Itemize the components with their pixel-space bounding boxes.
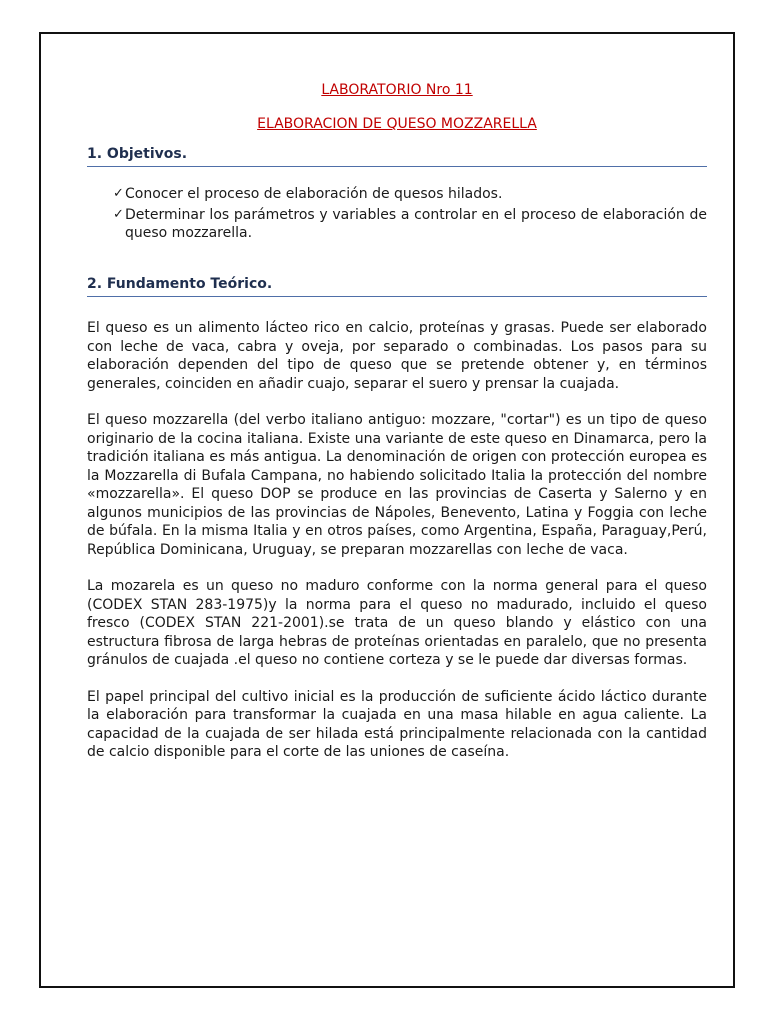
document-title: LABORATORIO Nro 11 [321,82,473,98]
page-frame [39,32,735,988]
section-heading-objetivos: 1. Objetivos. [87,146,707,167]
document-content [87,82,707,762]
objective-text: Conocer el proceso de elaboración de quesos hilados. [125,186,503,202]
check-mark-icon: ✓ [113,207,124,222]
section-heading-fundamento: 2. Fundamento Teórico. [87,276,707,297]
paragraph: El queso mozzarella (del verbo italiano antiguo: mozzare, "cortar") es un tipo de queso originario de la cocina italiana. Existe una variante de este queso en Dinamarca, pero la tradición italiana es más antigua. La denominación de origen con protección europea es la Mozzarella di Bufala Campana, no habiendo solicitado Italia la protección del nombre «mozzarella». El queso DOP se produce en las provincias de Caserta y Salerno y en algunos municipios de las provincias de Nápoles, Benevento, Latina y Foggia con leche de búfala. En la misma Italia y en otros países, como Argentina, España, Paraguay,Perú, República Dominicana, Uruguay, se preparan mozzarellas con leche de vaca. [87,412,707,558]
paragraph: El papel principal del cultivo inicial es la producción de suficiente ácido láctico durante la elaboración para transformar la cuajada en una masa hilable en agua caliente. La capacidad de la cuajada de ser hilada está principalmente relacionada con la cantidad de calcio disponible para el corte de las uniones de caseína. [87,688,707,760]
list-item [113,206,707,242]
objectives-list [87,185,707,242]
objective-text: Determinar los parámetros y variables a controlar en el proceso de elaboración de queso mozzarella. [125,207,707,241]
document-subtitle: ELABORACION DE QUESO MOZZARELLA [257,116,537,132]
paragraph: El queso es un alimento lácteo rico en calcio, proteínas y grasas. Puede ser elaborado con leche de vaca, cabra y oveja, por separado o combinadas. Los pasos para su elaboración dependen del tipo de queso que se pretende obtener y, en términos generales, coinciden en añadir cuajo, separar el suero y prensar la cuajada. [87,320,707,392]
list-item [113,185,707,203]
paragraph: La mozarela es un queso no maduro conforme con la norma general para el queso (CODEX STAN 283-1975)y la norma para el queso no madurado, incluido el queso fresco (CODEX STAN 221-2001).se trata de un queso blando y elástico con una estructura fibrosa de larga hebras de proteínas orientadas en paralelo, que no presenta gránulos de cuajada .el queso no contiene corteza y se le puede dar diversas formas. [87,578,707,668]
check-mark-icon: ✓ [113,186,124,201]
